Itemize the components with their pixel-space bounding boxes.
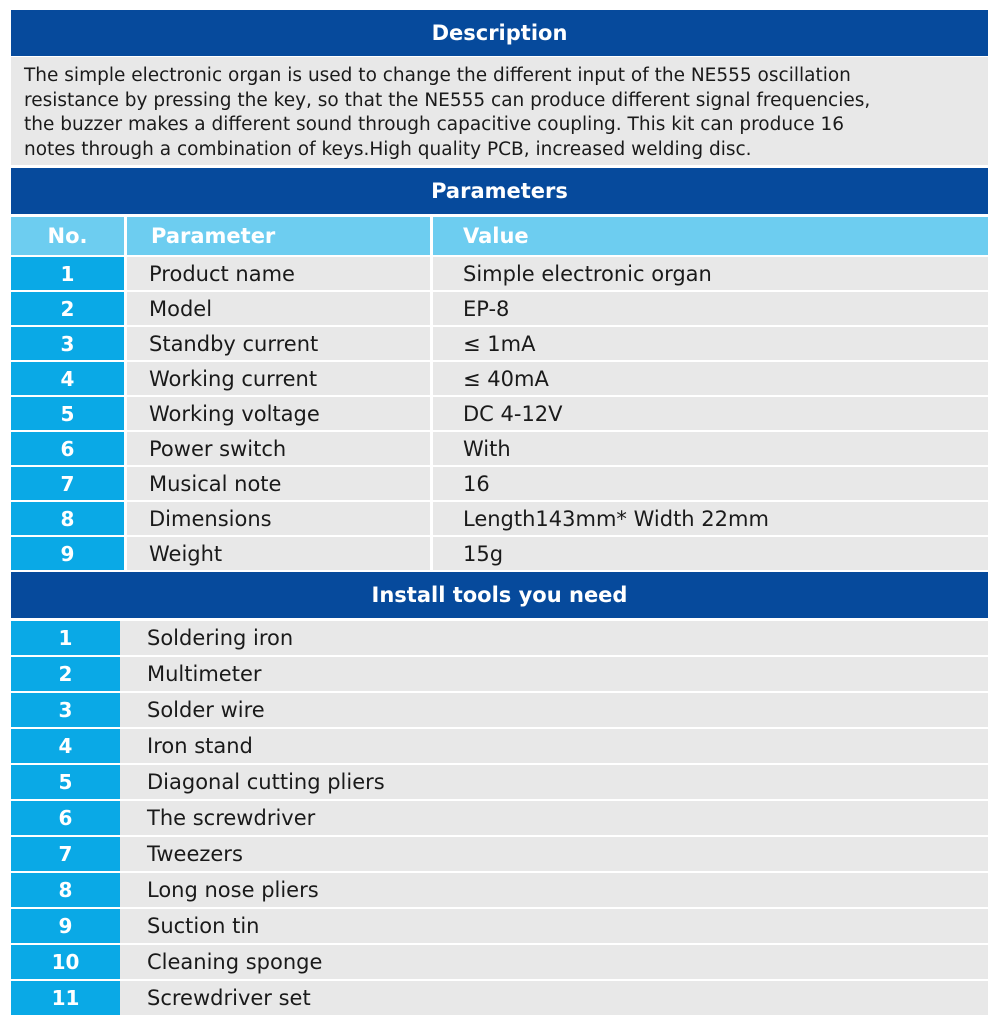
row-number: 3 <box>11 327 124 360</box>
parameter-row <box>11 397 988 430</box>
tool-name: Soldering iron <box>120 621 988 655</box>
description-line: The simple electronic organ is used to change the different input of the NE555 oscillation <box>24 65 851 86</box>
header-no: No. <box>11 217 124 255</box>
row-number: 7 <box>11 467 124 500</box>
tool-row <box>11 837 988 871</box>
tool-row <box>11 765 988 799</box>
tool-name: Screwdriver set <box>120 981 988 1015</box>
tool-row <box>11 693 988 727</box>
parameter-row <box>11 467 988 500</box>
tools-title: Install tools you need <box>11 572 988 618</box>
parameter-row <box>11 432 988 465</box>
row-number: 9 <box>11 537 124 570</box>
row-number: 2 <box>11 292 124 325</box>
tool-row <box>11 981 988 1015</box>
parameter-value: With <box>430 432 988 465</box>
description-line: notes through a combination of keys.High quality PCB, increased welding disc. <box>24 138 752 160</box>
parameter-name: Working current <box>124 362 430 395</box>
parameter-name: Working voltage <box>124 397 430 430</box>
parameter-value: EP-8 <box>430 292 988 325</box>
tool-name: Tweezers <box>120 837 988 871</box>
row-number: 9 <box>11 909 120 943</box>
tool-row <box>11 945 988 979</box>
row-number: 4 <box>11 362 124 395</box>
tool-row <box>11 657 988 691</box>
row-number: 10 <box>11 945 120 979</box>
parameter-value: ≤ 1mA <box>430 327 988 360</box>
tool-row <box>11 873 988 907</box>
parameter-value: 15g <box>430 537 988 570</box>
parameter-value: DC 4-12V <box>430 397 988 430</box>
tool-row <box>11 729 988 763</box>
row-number: 5 <box>11 397 124 430</box>
tool-name: Diagonal cutting pliers <box>120 765 988 799</box>
row-number: 11 <box>11 981 120 1015</box>
tool-name: Multimeter <box>120 657 988 691</box>
row-number: 1 <box>11 621 120 655</box>
tool-row <box>11 909 988 943</box>
tool-name: Iron stand <box>120 729 988 763</box>
row-number: 5 <box>11 765 120 799</box>
row-number: 8 <box>11 502 124 535</box>
parameter-value: 16 <box>430 467 988 500</box>
parameter-row <box>11 292 988 325</box>
row-number: 4 <box>11 729 120 763</box>
parameter-row <box>11 362 988 395</box>
row-number: 2 <box>11 657 120 691</box>
header-parameter: Parameter <box>124 217 430 255</box>
parameters-header-row <box>11 217 988 255</box>
parameter-row <box>11 537 988 570</box>
parameter-name: Product name <box>124 257 430 290</box>
parameter-row <box>11 502 988 535</box>
row-number: 6 <box>11 801 120 835</box>
tool-row <box>11 801 988 835</box>
description-title: Description <box>11 10 988 56</box>
description-line: the buzzer makes a different sound through capacitive coupling. This kit can produce 16 <box>24 114 845 135</box>
tool-row <box>11 621 988 655</box>
parameter-value: ≤ 40mA <box>430 362 988 395</box>
parameters-title: Parameters <box>11 168 988 214</box>
parameter-name: Model <box>124 292 430 325</box>
parameter-name: Weight <box>124 537 430 570</box>
tool-name: Long nose pliers <box>120 873 988 907</box>
row-number: 1 <box>11 257 124 290</box>
parameter-name: Dimensions <box>124 502 430 535</box>
row-number: 6 <box>11 432 124 465</box>
parameter-name: Musical note <box>124 467 430 500</box>
tool-name: Solder wire <box>120 693 988 727</box>
parameter-row <box>11 327 988 360</box>
description-text <box>11 57 988 165</box>
row-number: 7 <box>11 837 120 871</box>
parameter-row <box>11 257 988 290</box>
parameter-value: Length143mm* Width 22mm <box>430 502 988 535</box>
tool-name: Cleaning sponge <box>120 945 988 979</box>
parameter-name: Standby current <box>124 327 430 360</box>
row-number: 3 <box>11 693 120 727</box>
row-number: 8 <box>11 873 120 907</box>
description-line: resistance by pressing the key, so that the NE555 can produce different signal frequencies, <box>24 89 871 111</box>
tool-name: The screwdriver <box>120 801 988 835</box>
tool-name: Suction tin <box>120 909 988 943</box>
parameter-value: Simple electronic organ <box>430 257 988 290</box>
header-value: Value <box>430 217 988 255</box>
parameter-name: Power switch <box>124 432 430 465</box>
